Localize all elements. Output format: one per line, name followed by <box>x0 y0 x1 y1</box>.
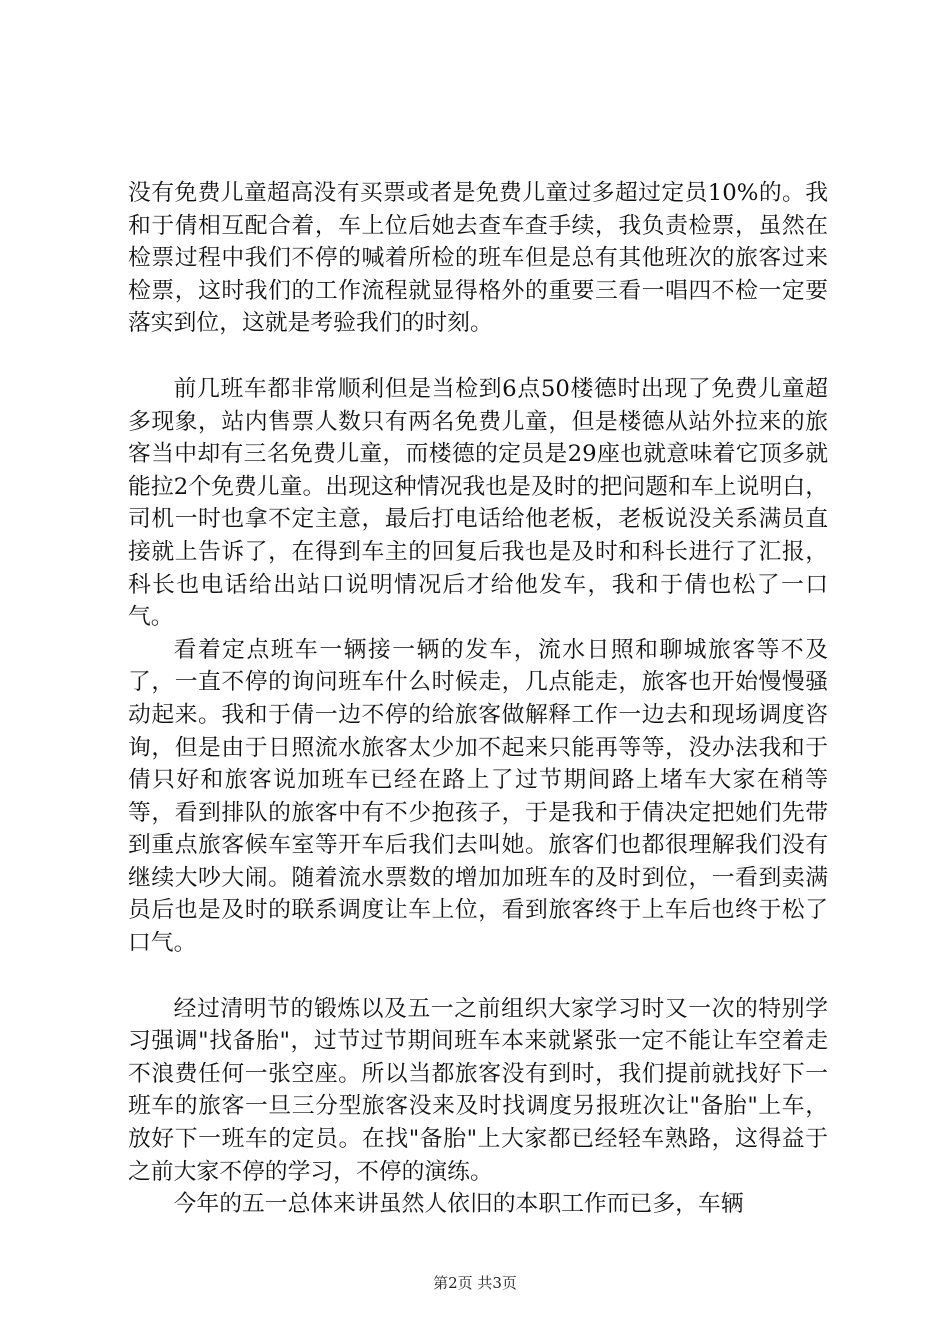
page-number-footer: 第2页 共3页 <box>433 1274 517 1292</box>
paragraph-1: 没有免费儿童超高没有买票或者是免费儿童过多超过定员10%的。我和于倩相互配合着，车上位后她去查车查手续，我负责检票，虽然在检票过程中我们不停的喊着所检的班车但是总有其他班次的旅客过来检票，这时我们的工作流程就显得格外的重要三看一唱四不检一定要落实到位，这就是考验我们的时刻。 <box>128 180 828 337</box>
paragraph-3: 看着定点班车一辆接一辆的发车，流水日照和聊城旅客等不及了，一直不停的询问班车什么时候走，几点能走，旅客也开始慢慢骚动起来。我和于倩一边不停的给旅客做解释工作一边去和现场调度咨询，但是由于日照流水旅客太少加不起来只能再等等，没办法我和于倩只好和旅客说加班车已经在路上了过节期间路上堵车大家在稍等等，看到排队的旅客中有不少抱孩子，于是我和于倩决定把她们先带到重点旅客候车室等开车后我们去叫她。旅客们也都很理解我们没有继续大吵大闹。随着流水票数的增加加班车的及时到位，一看到卖满员后也是及时的联系调度让车上位，看到旅客终于上车后也终于松了口气。 <box>128 636 828 957</box>
paragraph-4: 经过清明节的锻炼以及五一之前组织大家学习时又一次的特别学习强调"找备胎"，过节过节期间班车本来就紧张一定不能让车空着走不浪费任何一张空座。所以当都旅客没有到时，我们提前就找好下一班车的旅客一旦三分型旅客没来及时找调度另报班次让"备胎"上车，放好下一班车的定员。在找"备胎"上大家都已经轻车熟路，这得益于之前大家不停的学习，不停的演练。 <box>128 995 828 1185</box>
paragraph-5: 今年的五一总体来讲虽然人依旧的本职工作而已多，车辆 <box>173 1191 744 1218</box>
document-body <box>128 177 828 1221</box>
paragraph-2: 前几班车都非常顺利但是当检到6点50楼德时出现了免费儿童超多现象，站内售票人数只有两名免费儿童，但是楼德从站外拉来的旅客当中却有三名免费儿童，而楼德的定员是29座也就意味着它顶多就能拉2个免费儿童。出现这种情况我也是及时的把问题和车上说明白，司机一时也拿不定主意，最后打电话给他老板，老板说没关系满员直接就上告诉了，在得到车主的回复后我也是及时和科长进行了汇报，科长也电话给出站口说明情况后才给他发车，我和于倩也松了一口气。 <box>128 375 828 631</box>
